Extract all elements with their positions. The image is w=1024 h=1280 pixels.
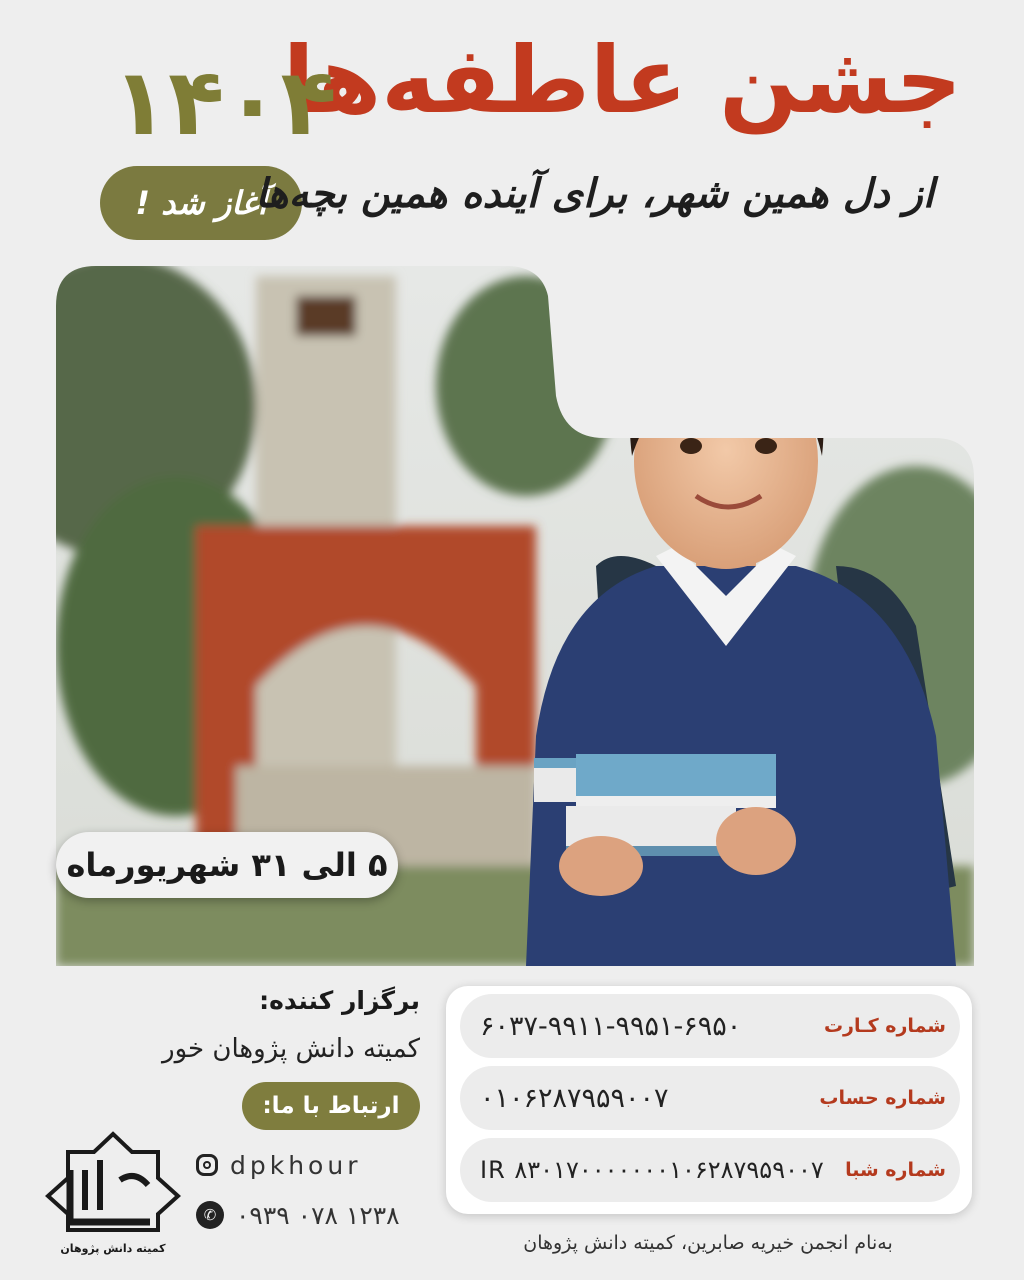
organizer-name: کمیته دانش پژوهان خور (162, 1034, 420, 1064)
bank-info-card (446, 986, 972, 1214)
card-number-label: شماره کـارت (823, 1015, 946, 1037)
card-number-value[interactable]: ۶۰۳۷-۹۹۱۱-۹۹۵۱-۶۹۵۰ (480, 1010, 742, 1042)
logo-caption: کمیته دانش پژوهان (60, 1242, 166, 1255)
card-number-row[interactable] (460, 994, 960, 1058)
instagram-row[interactable] (196, 1148, 361, 1182)
whatsapp-icon: ✆ (196, 1201, 224, 1229)
event-year: ۱۴۰۴ (112, 49, 337, 156)
organizer-label: برگزار کننده: (259, 986, 420, 1015)
account-number-value[interactable]: ۰۱۰۶۲۸۷۹۵۹۰۰۷ (480, 1082, 669, 1114)
instagram-icon (196, 1154, 218, 1176)
sheba-label: شماره شبا (845, 1159, 946, 1181)
date-range-badge: ۵ الی ۳۱ شهریورماه (56, 832, 398, 898)
event-title: جشن عاطفه‌ها (282, 27, 962, 134)
footer-note: به‌نام انجمن خیریه صابرین، کمیته دانش پژوهان (523, 1232, 893, 1254)
account-number-label: شماره حساب (819, 1087, 946, 1109)
event-subtitle: از دل همین شهر، برای آینده همین بچه‌ها (255, 170, 934, 217)
contact-label: ارتباط با ما: (242, 1082, 420, 1130)
sheba-value[interactable]: IR ۸۳۰۱۷۰۰۰۰۰۰۰۱۰۶۲۸۷۹۵۹۰۰۷ (480, 1156, 824, 1184)
started-badge: آغاز شد ! (100, 166, 302, 240)
sheba-row[interactable] (460, 1138, 960, 1202)
organization-logo (40, 1130, 186, 1258)
whatsapp-number[interactable]: ۰۹۳۹ ۰۷۸ ۱۲۳۸ (236, 1200, 400, 1230)
whatsapp-row[interactable] (196, 1198, 400, 1232)
account-number-row[interactable] (460, 1066, 960, 1130)
instagram-handle[interactable]: dpkhour (230, 1150, 362, 1180)
